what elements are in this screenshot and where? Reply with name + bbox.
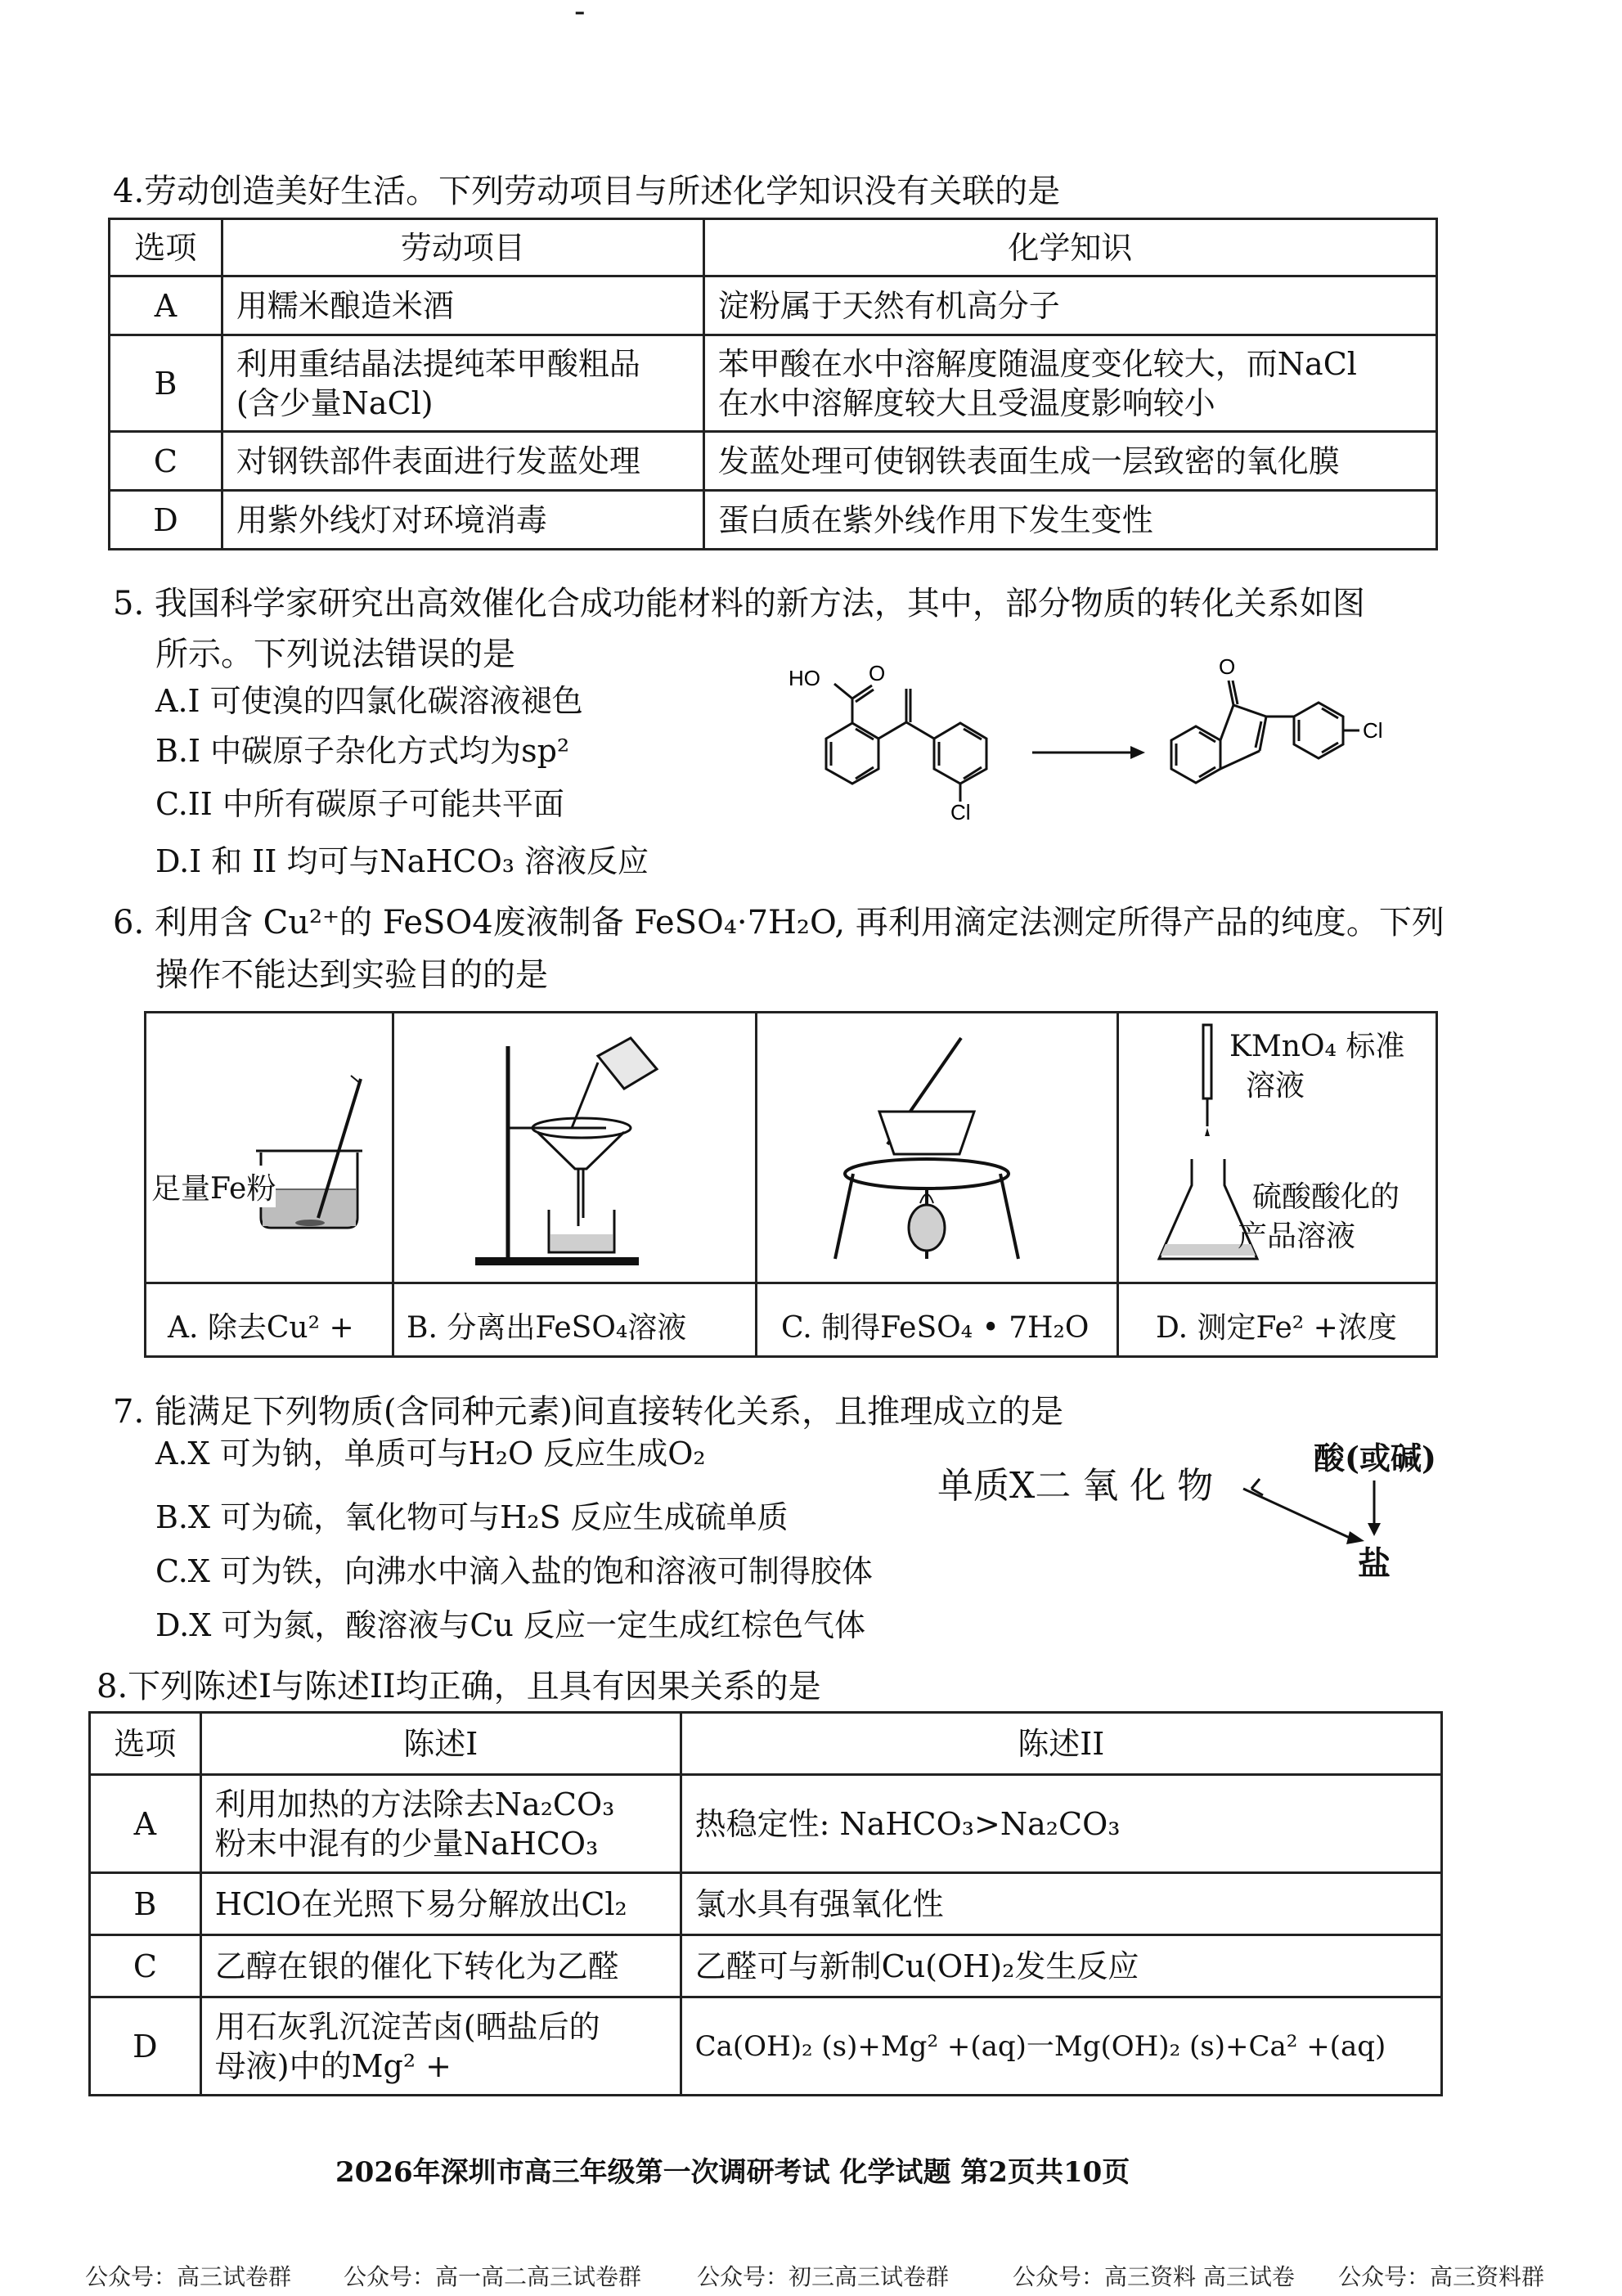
q5-option-c: C.II 中所有碳原子可能共平面: [155, 786, 564, 822]
q8-header-row: [90, 1713, 1442, 1775]
q4-row-c-option: C: [110, 432, 222, 491]
q6-stem-line2: 操作不能达到实验目的的是: [155, 956, 548, 994]
watermark-2: 公众号：高一高二高三试卷群: [344, 2263, 642, 2290]
top-mark: -: [574, 0, 586, 30]
table-row: [110, 335, 1437, 432]
table-row: [110, 276, 1437, 335]
q4-row-c-item: 对钢铁部件表面进行发蓝处理: [222, 432, 703, 491]
q4-row-b-option: B: [110, 335, 222, 432]
q8-header-option: 选项: [90, 1713, 201, 1775]
q8-row-d-option: D: [90, 1997, 201, 2096]
q5-stem-line1: 5. 我国科学家研究出高效催化合成功能材料的新方法，其中，部分物质的转化关系如图: [113, 585, 1365, 622]
table-row: [110, 491, 1437, 550]
q5-o-label-1: O: [869, 661, 886, 685]
q4-row-a-item-text: 用糯米酿造米酒: [236, 287, 454, 324]
q7-diagram-top: 酸(或碱): [1314, 1440, 1436, 1476]
table-row: [110, 432, 1437, 491]
q8-row-c-s2: 乙醛可与新制Cu(OH)₂发生反应: [681, 1935, 1441, 1997]
q4-header-row: [110, 219, 1437, 276]
ring-1: [826, 723, 878, 784]
q6-kmno4-label-2: 溶液: [1246, 1069, 1305, 1103]
q7-option-d: D.X 可为氮，酸溶液与Cu 反应一定生成红棕色气体: [155, 1607, 865, 1643]
ring-3: [1171, 726, 1220, 783]
table-row: [90, 1873, 1442, 1935]
ring-2: [934, 723, 986, 784]
arrow-right-icon: [1346, 1531, 1364, 1544]
q4-row-b-knowledge: [703, 335, 1436, 432]
q8-row-b-s1: HClO在光照下易分解放出Cl₂: [200, 1873, 681, 1935]
q5-option-a: A.I 可使溴的四氯化碳溶液褪色: [155, 683, 583, 719]
ring-4: [1294, 703, 1343, 758]
reaction-arrow-icon: [1130, 746, 1145, 759]
q7-option-b: B.X 可为硫，氧化物可与H₂S 反应生成硫单质: [155, 1499, 789, 1535]
q6-kmno4-label-1: KMnO₄ 标准: [1229, 1030, 1405, 1063]
q7-stem: 7. 能满足下列物质(含同种元素)间直接转化关系，且推理成立的是: [113, 1393, 1064, 1431]
q8-stem: 8.下列陈述I与陈述II均正确，且具有因果关系的是: [97, 1668, 821, 1705]
q5-cl-label-1: Cl: [950, 800, 971, 824]
q8-row-c-s1: 乙醇在银的催化下转化为乙醛: [200, 1935, 681, 1997]
evaporation-figure: [757, 1013, 1117, 1282]
q7-option-a: A.X 可为钠，单质可与H₂O 反应生成O₂: [155, 1436, 706, 1472]
q6-caption-d: D. 测定Fe² +浓度: [1156, 1311, 1397, 1345]
q8-row-a-option: A: [90, 1775, 201, 1873]
page-footer: 2026年深圳市高三年级第一次调研考试 化学试题 第2页共10页: [335, 2156, 1130, 2189]
table-row: [90, 1775, 1442, 1873]
q8-row-a-s1-line1: 利用加热的方法除去Na₂CO₃: [214, 1786, 615, 1822]
q5-reaction-figure: [777, 638, 1448, 826]
q8-row-d-s2: Ca(OH)₂ (s)+Mg² +(aq)一Mg(OH)₂ (s)+Ca² +(aq): [681, 1997, 1441, 2096]
q4-header-knowledge: 化学知识: [703, 219, 1436, 276]
q7-option-c: C.X 可为铁，向沸水中滴入盐的饱和溶液可制得胶体: [155, 1553, 873, 1589]
watermark-1: 公众号：高三试卷群: [85, 2263, 292, 2290]
q5-option-b: B.I 中碳原子杂化方式均为sp²: [155, 733, 570, 769]
q4-header-option: 选项: [110, 219, 222, 276]
q5-ho-label: HO: [789, 666, 820, 690]
q8-row-a-s1-line2: 粉末中混有的少量NaHCO₃: [214, 1825, 599, 1862]
q6-caption-a: A. 除去Cu² +: [168, 1311, 354, 1345]
q6-sample-label-2: 产品溶液: [1238, 1220, 1356, 1253]
filtration-figure: [393, 1013, 755, 1282]
q5-stem-line2: 所示。下列说法错误的是: [155, 636, 515, 673]
q4-row-b-item: [222, 335, 703, 432]
q4-row-d-knowledge: 蛋白质在紫外线作用下发生变性: [703, 491, 1436, 550]
arrow-down-icon: [1368, 1523, 1381, 1536]
table-row: [90, 1935, 1442, 1997]
beaker-figure: [146, 1013, 392, 1282]
q8-row-a-s2: 热稳定性: NaHCO₃>Na₂CO₃: [681, 1775, 1441, 1873]
q4-row-b-knowledge-line2: 在水中溶解度较大且受温度影响较小: [717, 384, 1215, 421]
q4-row-a-knowledge: 淀粉属于天然有机高分子: [703, 276, 1436, 335]
q7-diagram-bottom: 盐: [1358, 1544, 1391, 1583]
q6-sample-label-1: 硫酸酸化的: [1252, 1180, 1400, 1214]
q4-row-c-knowledge: 发蓝处理可使钢铁表面生成一层致密的氧化膜: [703, 432, 1436, 491]
q6-fe-powder-label: 足量Fe粉: [151, 1166, 276, 1207]
q6-apparatus-panel: [144, 1011, 1438, 1358]
q5-o-label-2: O: [1219, 654, 1236, 679]
q4-row-b-item-line1: 利用重结晶法提纯苯甲酸粗品: [236, 345, 640, 382]
q8-row-b-s2: 氯水具有强氧化性: [681, 1873, 1441, 1935]
q7-arrows: [1235, 1456, 1399, 1554]
q5-option-d: D.I 和 II 均可与NaHCO₃ 溶液反应: [155, 843, 649, 879]
q4-row-d-option: D: [110, 491, 222, 550]
q6-caption-c: C. 制得FeSO₄ • 7H₂O: [781, 1311, 1090, 1345]
q7-diagram-left: 单质X二 氧 化 物: [937, 1465, 1214, 1507]
q8-row-b-option: B: [90, 1873, 201, 1935]
q4-header-item: 劳动项目: [222, 219, 703, 276]
q8-row-d-s1: [200, 1997, 681, 2096]
q8-row-c-option: C: [90, 1935, 201, 1997]
q4-row-b-item-line2: (含少量NaCl): [236, 384, 434, 421]
table-row: [90, 1997, 1442, 2096]
q4-row-a-item: [222, 276, 703, 335]
q8-row-d-s1-line1: 用石灰乳沉淀苦卤(晒盐后的: [214, 2008, 600, 2045]
watermark-5: 公众号：高三资料群: [1338, 2263, 1545, 2290]
q4-row-b-knowledge-line1: 苯甲酸在水中溶解度随温度变化较大，而NaCl: [717, 345, 1357, 382]
q4-stem: 4.劳动创造美好生活。下列劳动项目与所述化学知识没有关联的是: [113, 173, 1061, 210]
watermark-3: 公众号：初三高三试卷群: [697, 2263, 950, 2290]
q6-caption-b: B. 分离出FeSO₄溶液: [407, 1311, 687, 1345]
q4-row-a-option: A: [110, 276, 222, 335]
q8-header-s1: 陈述I: [200, 1713, 681, 1775]
q6-stem-line1: 6. 利用含 Cu²⁺的 FeSO4废液制备 FeSO₄·7H₂O, 再利用滴定法测定所得产品的纯度。下列: [113, 904, 1445, 941]
q4-table: [108, 218, 1438, 550]
q8-header-s2: 陈述II: [681, 1713, 1441, 1775]
q8-row-a-s1: [200, 1775, 681, 1873]
q8-table: [88, 1711, 1443, 2096]
watermark-4: 公众号：高三资料 高三试卷: [1013, 2263, 1295, 2290]
q4-row-d-item: 用紫外线灯对环境消毒: [222, 491, 703, 550]
q8-row-d-s1-line2: 母液)中的Mg² +: [214, 2047, 452, 2084]
q5-cl-label-2: Cl: [1363, 718, 1383, 743]
